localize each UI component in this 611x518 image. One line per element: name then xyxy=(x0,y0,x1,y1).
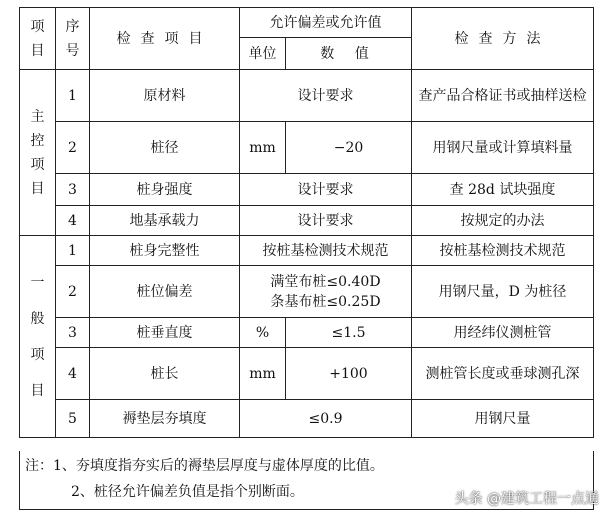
watermark: 头条 @建筑工程一点通 xyxy=(454,491,599,507)
row-value: +100 xyxy=(286,348,412,400)
row-item: 桩身完整性 xyxy=(90,236,240,266)
row-value-line-2: 条基布桩≤0.25D xyxy=(270,293,381,310)
header-method: 检查方法 xyxy=(412,8,594,70)
row-value: ≤0.9 xyxy=(240,400,412,438)
row-value: 设计要求 xyxy=(240,206,412,236)
note-line-1: 注：1、夯填度指夯实后的褥垫层厚度与虚体厚度的比值。 xyxy=(25,458,384,474)
row-item: 桩位偏差 xyxy=(90,266,240,318)
row-unit: mm xyxy=(240,122,286,174)
row-method: 用钢尺量或计算填料量 xyxy=(412,122,594,174)
row-method: 按规定的办法 xyxy=(412,206,594,236)
row-method: 查产品合格证书或抽样送检 xyxy=(412,70,594,122)
row-no: 5 xyxy=(56,400,90,438)
row-method: 用钢尺量，D 为桩径 xyxy=(412,266,594,318)
row-method: 查 28d 试块强度 xyxy=(412,174,594,206)
header-seq: 序 号 xyxy=(56,8,90,70)
table-row xyxy=(20,122,594,174)
row-item: 褥垫层夯填度 xyxy=(90,400,240,438)
row-item: 地基承载力 xyxy=(90,206,240,236)
row-no: 1 xyxy=(56,236,90,266)
table-row xyxy=(20,206,594,236)
row-value: −20 xyxy=(286,122,412,174)
row-value: 按桩基检测技术规范 xyxy=(240,236,412,266)
row-no: 3 xyxy=(56,318,90,348)
row-item: 桩径 xyxy=(90,122,240,174)
header-check-item: 检查项目 xyxy=(90,8,240,70)
row-value: ≤1.5 xyxy=(286,318,412,348)
header-unit: 单位 xyxy=(240,38,286,70)
row-no: 2 xyxy=(56,122,90,174)
row-unit: mm xyxy=(240,348,286,400)
row-method: 测桩管长度或垂球测孔深 xyxy=(412,348,594,400)
row-item: 桩长 xyxy=(90,348,240,400)
row-no: 4 xyxy=(56,348,90,400)
row-value xyxy=(240,266,412,318)
table-row xyxy=(20,400,594,438)
header-row-1 xyxy=(20,8,594,38)
table-row xyxy=(20,236,594,266)
row-no: 1 xyxy=(56,70,90,122)
table-row xyxy=(20,70,594,122)
row-value-line-1: 满堂布桩≤0.40D xyxy=(270,273,381,290)
header-value: 数 值 xyxy=(286,38,412,70)
header-item: 项 目 xyxy=(20,8,56,70)
group-general: 一 般 项 目 xyxy=(20,236,56,438)
row-method: 用钢尺量 xyxy=(412,400,594,438)
table-row xyxy=(20,348,594,400)
row-method: 用经纬仪测桩管 xyxy=(412,318,594,348)
note-line-2: 2、桩径允许偏差负值是指个别断面。 xyxy=(71,484,304,500)
row-no: 3 xyxy=(56,174,90,206)
header-tolerance: 允许偏差或允许值 xyxy=(240,8,412,38)
row-value: 设计要求 xyxy=(240,174,412,206)
inspection-table xyxy=(19,7,594,438)
row-no: 2 xyxy=(56,266,90,318)
row-unit: % xyxy=(240,318,286,348)
row-method: 按桩基检测技术规范 xyxy=(412,236,594,266)
row-item: 原材料 xyxy=(90,70,240,122)
group-main: 主 控 项 目 xyxy=(20,70,56,236)
table-row xyxy=(20,318,594,348)
table-row xyxy=(20,174,594,206)
row-value: 设计要求 xyxy=(240,70,412,122)
row-no: 4 xyxy=(56,206,90,236)
row-item: 桩身强度 xyxy=(90,174,240,206)
table-row xyxy=(20,266,594,318)
row-item: 桩垂直度 xyxy=(90,318,240,348)
